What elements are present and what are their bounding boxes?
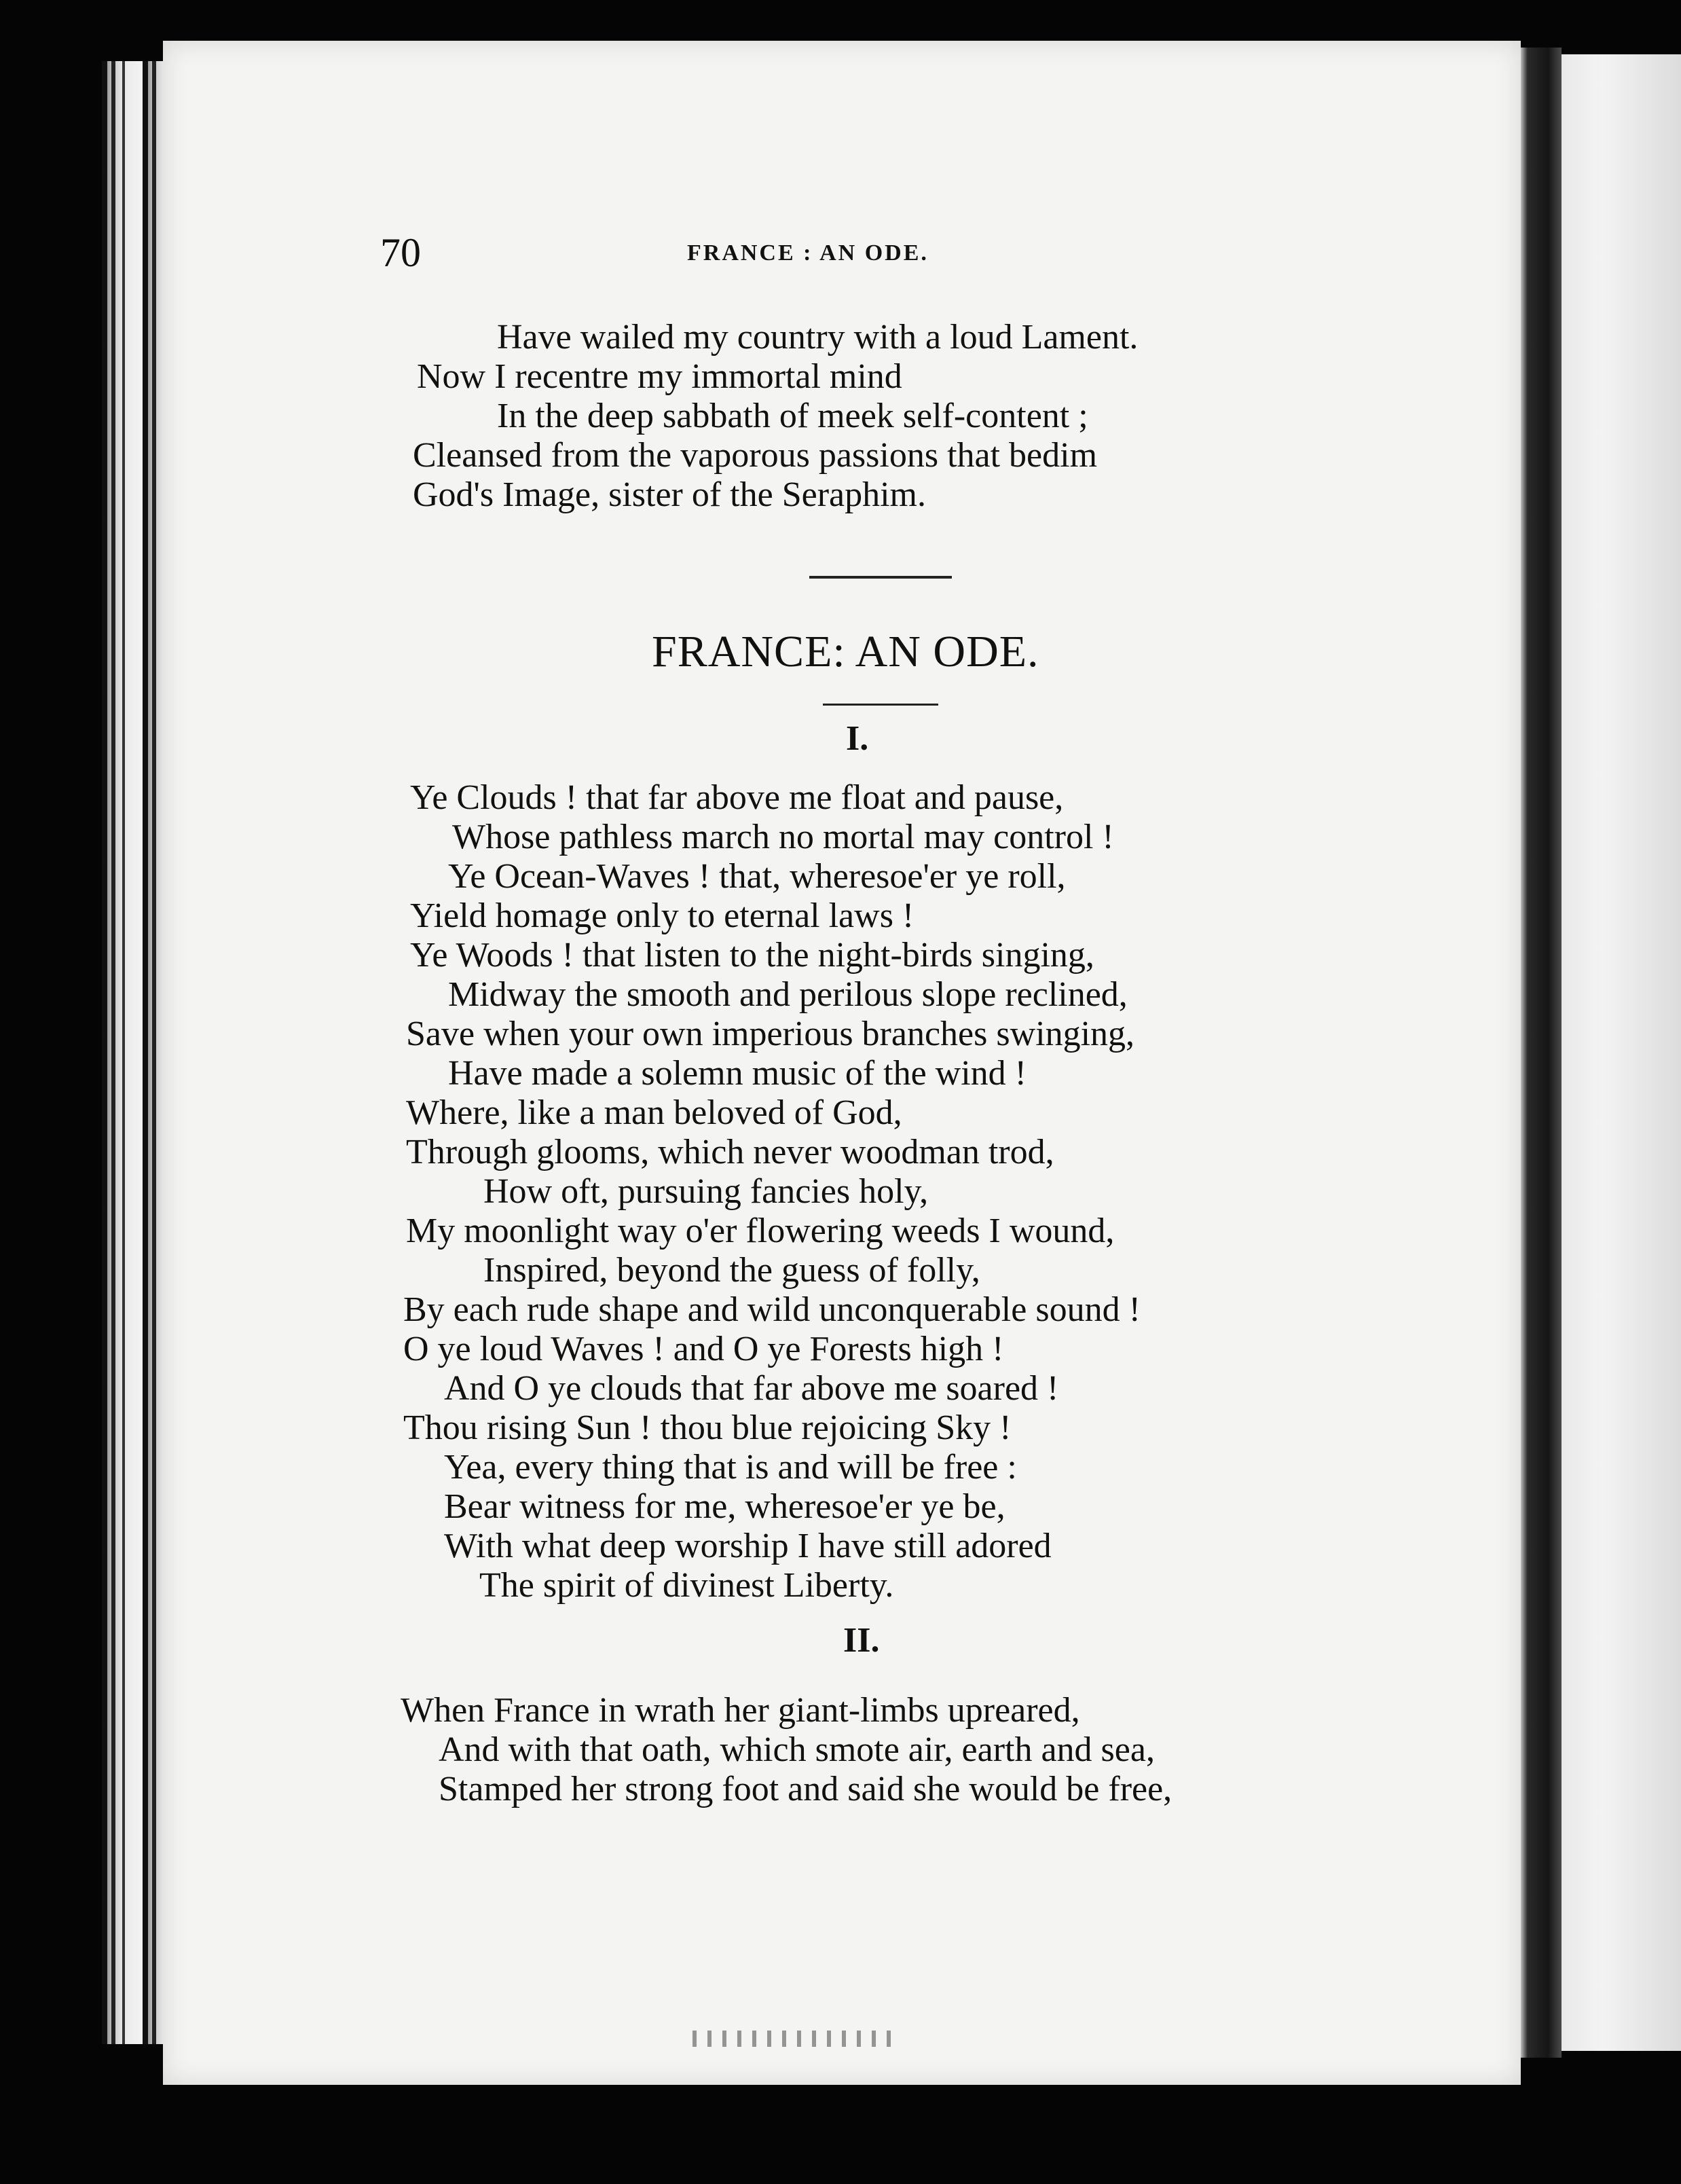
verse-line: Have made a solemn music of the wind ! xyxy=(448,1054,1027,1093)
scan-artifact xyxy=(692,2031,896,2047)
verse-line: Ye Clouds ! that far above me float and pause, xyxy=(410,778,1064,817)
section-divider-rule xyxy=(809,576,952,579)
stanza-numeral-2: II. xyxy=(843,1621,880,1660)
verse-line: Through glooms, which never woodman trod, xyxy=(406,1133,1054,1171)
verse-line: O ye loud Waves ! and O ye Forests high ! xyxy=(403,1330,1004,1368)
verse-line: Ye Ocean-Waves ! that, wheresoe'er ye roll, xyxy=(448,857,1066,896)
page-right-edge-shadow xyxy=(1521,48,1562,2058)
verse-line: Midway the smooth and perilous slope reclined, xyxy=(448,975,1128,1014)
verse-line: Stamped her strong foot and said she would be free, xyxy=(439,1770,1172,1808)
verse-line: And with that oath, which smote air, earth and sea, xyxy=(439,1730,1155,1769)
verse-line: Where, like a man beloved of God, xyxy=(406,1093,902,1132)
verse-line: With what deep worship I have still adored xyxy=(444,1527,1052,1565)
verse-line: Bear witness for me, wheresoe'er ye be, xyxy=(444,1487,1005,1526)
verse-line: Yea, every thing that is and will be free : xyxy=(444,1448,1017,1487)
verse-line: Whose pathless march no mortal may control ! xyxy=(452,818,1114,856)
verse-line: How oft, pursuing fancies holy, xyxy=(483,1172,929,1211)
facing-page-strip xyxy=(1562,54,1681,2051)
running-head: FRANCE : AN ODE. xyxy=(687,240,929,266)
verse-line: The spirit of divinest Liberty. xyxy=(479,1566,894,1605)
verse-line: By each rude shape and wild unconquerable sound ! xyxy=(403,1290,1141,1329)
stanza-numeral-1: I. xyxy=(846,719,869,758)
verse-line: Save when your own imperious branches swinging, xyxy=(406,1015,1135,1053)
verse-line: Now I recentre my immortal mind xyxy=(417,357,902,396)
verse-line: God's Image, sister of the Seraphim. xyxy=(413,475,926,514)
verse-line: Cleansed from the vaporous passions that bedim xyxy=(413,436,1098,475)
verse-line: Thou rising Sun ! thou blue rejoicing Sky ! xyxy=(403,1408,1012,1447)
verse-line: Have wailed my country with a loud Lament. xyxy=(497,318,1139,357)
verse-line: Inspired, beyond the guess of folly, xyxy=(483,1251,980,1290)
verse-line: In the deep sabbath of meek self-content ; xyxy=(497,397,1088,435)
verse-line: When France in wrath her giant-limbs upreared, xyxy=(401,1691,1080,1730)
page-number: 70 xyxy=(380,230,421,275)
verse-line: Yield homage only to eternal laws ! xyxy=(410,896,915,935)
verse-line: And O ye clouds that far above me soared ! xyxy=(444,1369,1059,1408)
verse-line: Ye Woods ! that listen to the night-birds singing, xyxy=(410,936,1094,975)
verse-line: My moonlight way o'er flowering weeds I wound, xyxy=(406,1212,1115,1250)
title-underline-rule xyxy=(823,704,938,706)
poem-title: FRANCE: AN ODE. xyxy=(652,627,1039,676)
